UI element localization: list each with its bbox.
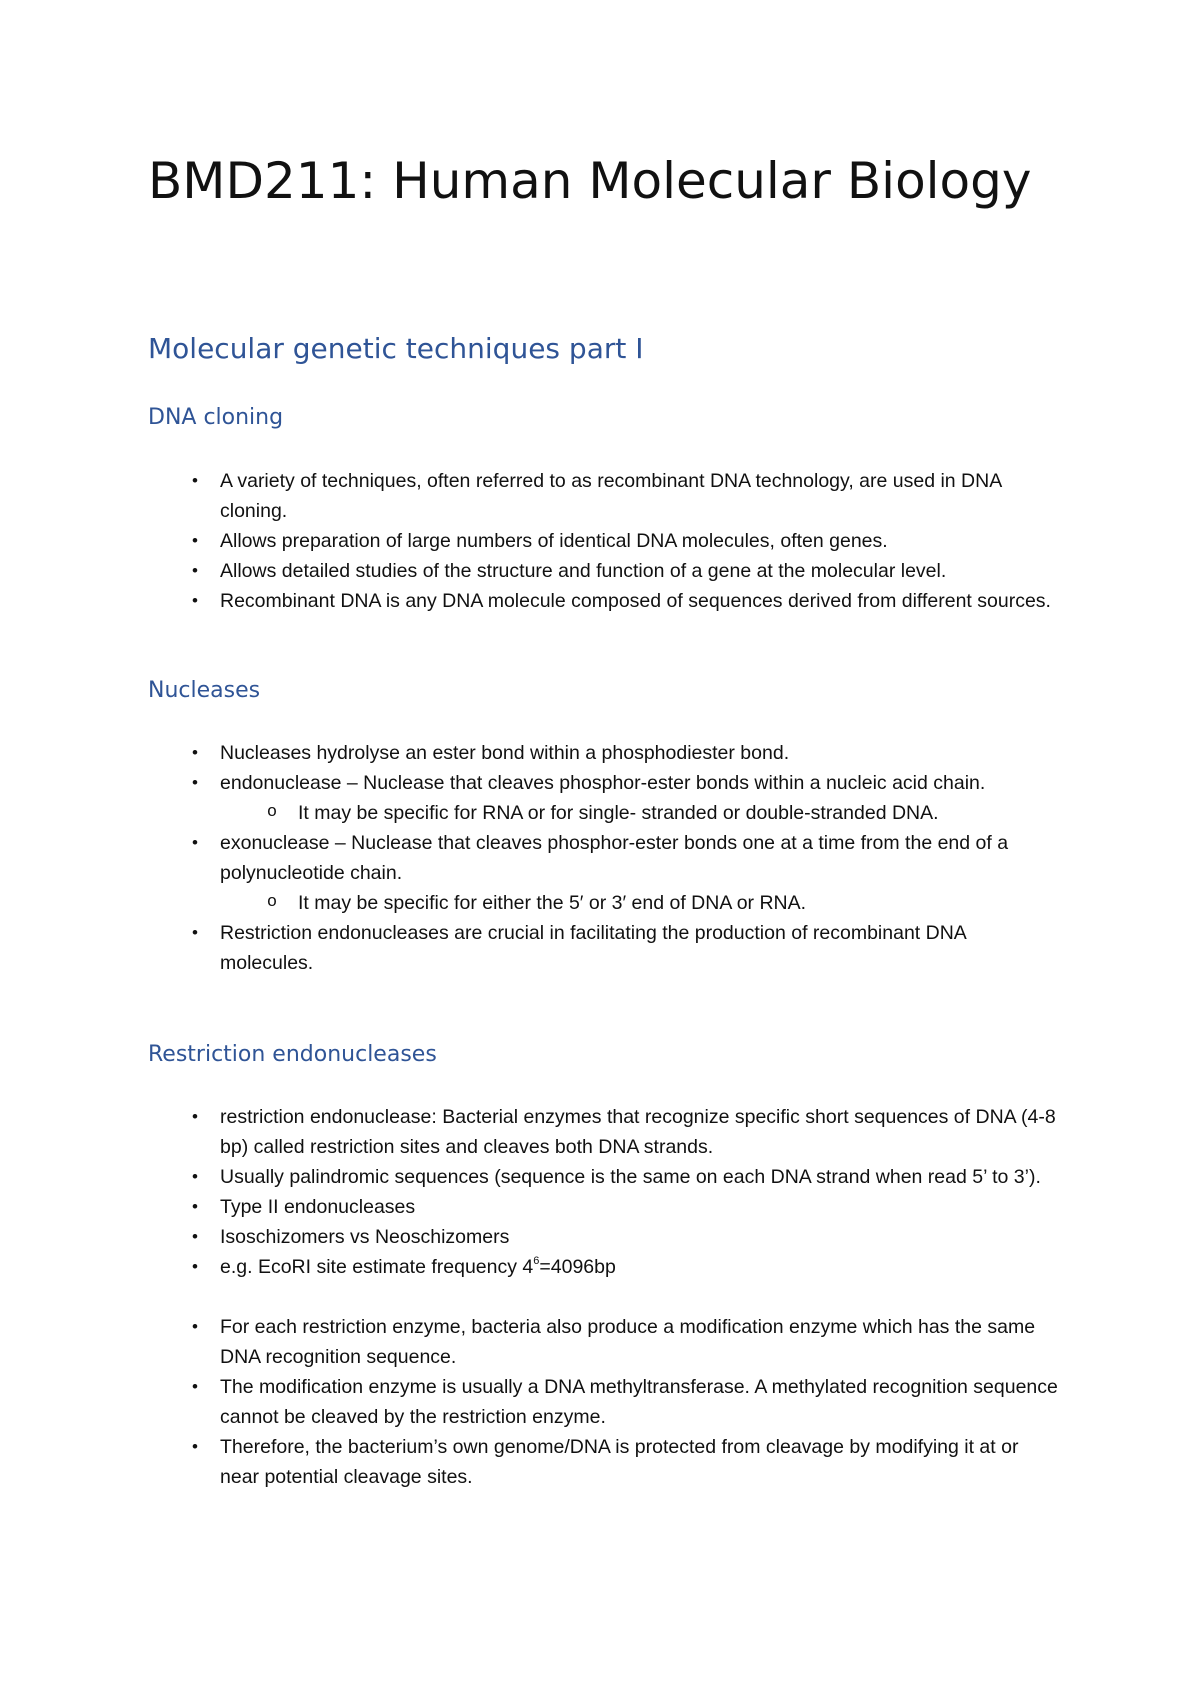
list-item bbox=[0, 1372, 1060, 1432]
list-item bbox=[0, 1162, 1060, 1192]
list-item-text: Recombinant DNA is any DNA molecule composed of sequences derived from different sources. bbox=[220, 590, 1051, 612]
list-item-text: It may be specific for either the 5′ or 3′ end of DNA or RNA. bbox=[298, 892, 807, 914]
list-item bbox=[0, 1102, 1060, 1162]
restriction-endonucleases-list bbox=[0, 1102, 1200, 1492]
bullet-icon: • bbox=[192, 1317, 198, 1336]
main-heading: Molecular genetic techniques part I bbox=[148, 332, 644, 365]
list-item bbox=[0, 768, 1060, 798]
list-item-text: It may be specific for RNA or for single- stranded or double-stranded DNA. bbox=[298, 802, 939, 824]
blank-line bbox=[0, 1282, 1060, 1312]
dna-cloning-list bbox=[0, 466, 1200, 616]
bullet-icon: • bbox=[192, 591, 198, 610]
list-item-text: Type II endonucleases bbox=[220, 1196, 416, 1218]
list-item-text: endonuclease – Nuclease that cleaves phosphor-ester bonds within a nucleic acid chain. bbox=[220, 772, 986, 794]
bullet-icon: • bbox=[192, 561, 198, 580]
list-item bbox=[0, 828, 1060, 888]
list-item-text: Isoschizomers vs Neoschizomers bbox=[220, 1226, 510, 1248]
list-item bbox=[0, 918, 1060, 978]
bullet-icon: • bbox=[192, 923, 198, 942]
bullet-icon: • bbox=[192, 531, 198, 550]
list-item-text: Usually palindromic sequences (sequence is the same on each DNA strand when read 5’ to 3’). bbox=[220, 1166, 1041, 1188]
list-item-text: restriction endonuclease: Bacterial enzymes that recognize specific short sequences of DNA (4-8 bp) called restriction sites and cleaves both DNA strands. bbox=[220, 1106, 1056, 1158]
list-item bbox=[0, 586, 1060, 616]
section-heading-dna-cloning: DNA cloning bbox=[148, 405, 284, 430]
bullet-icon: • bbox=[192, 773, 198, 792]
bullet-icon: • bbox=[192, 743, 198, 762]
list-item bbox=[0, 1312, 1060, 1372]
section-heading-nucleases: Nucleases bbox=[148, 678, 261, 703]
list-item-text: Allows detailed studies of the structure and function of a gene at the molecular level. bbox=[220, 560, 947, 582]
list-item-text: Therefore, the bacterium’s own genome/DNA is protected from cleavage by modifying it at or near potential cleavage sites. bbox=[220, 1436, 1019, 1488]
nucleases-list bbox=[0, 738, 1200, 978]
list-item-text-main: e.g. EcoRI site estimate frequency 4 bbox=[220, 1256, 534, 1278]
bullet-icon: • bbox=[192, 1437, 198, 1456]
section-heading-restriction-endonucleases: Restriction endonucleases bbox=[148, 1042, 437, 1067]
bullet-icon: • bbox=[192, 833, 198, 852]
bullet-icon: • bbox=[192, 1197, 198, 1216]
list-item bbox=[0, 556, 1060, 586]
list-item-text bbox=[220, 1256, 616, 1278]
list-item-text: A variety of techniques, often referred to as recombinant DNA technology, are used in DNA cloning. bbox=[220, 470, 1002, 522]
list-item bbox=[0, 1432, 1060, 1492]
list-item bbox=[0, 526, 1060, 556]
list-item-text: Allows preparation of large numbers of identical DNA molecules, often genes. bbox=[220, 530, 888, 552]
list-item-text: Restriction endonucleases are crucial in facilitating the production of recombinant DNA molecules. bbox=[220, 922, 966, 974]
bullet-icon: • bbox=[192, 1167, 198, 1186]
list-item bbox=[0, 1192, 1060, 1222]
list-item bbox=[0, 738, 1060, 768]
list-item-text: exonuclease – Nuclease that cleaves phosphor-ester bonds one at a time from the end of a polynucleotide chain. bbox=[220, 832, 1009, 884]
bullet-icon: • bbox=[192, 471, 198, 490]
list-item-text: Nucleases hydrolyse an ester bond within a phosphodiester bond. bbox=[220, 742, 790, 764]
superscript-exponent: 6 bbox=[533, 1255, 540, 1267]
bullet-icon: • bbox=[192, 1227, 198, 1246]
document-title: BMD211: Human Molecular Biology bbox=[148, 152, 1032, 210]
bullet-icon: • bbox=[192, 1257, 198, 1276]
circle-bullet-icon: o bbox=[266, 893, 278, 912]
list-item-text: For each restriction enzyme, bacteria also produce a modification enzyme which has the same DNA recognition sequence. bbox=[220, 1316, 1036, 1368]
list-item bbox=[0, 1252, 1060, 1282]
sub-list-item bbox=[0, 798, 1068, 828]
bullet-icon: • bbox=[192, 1377, 198, 1396]
circle-bullet-icon: o bbox=[266, 803, 278, 822]
list-item-text-tail: =4096bp bbox=[539, 1256, 616, 1278]
list-item bbox=[0, 466, 1060, 526]
list-item bbox=[0, 1222, 1060, 1252]
bullet-icon: • bbox=[192, 1107, 198, 1126]
list-item-text: The modification enzyme is usually a DNA methyltransferase. A methylated recognition sequence cannot be cleaved by the restriction enzyme. bbox=[220, 1376, 1058, 1428]
sub-list-item bbox=[0, 888, 1068, 918]
